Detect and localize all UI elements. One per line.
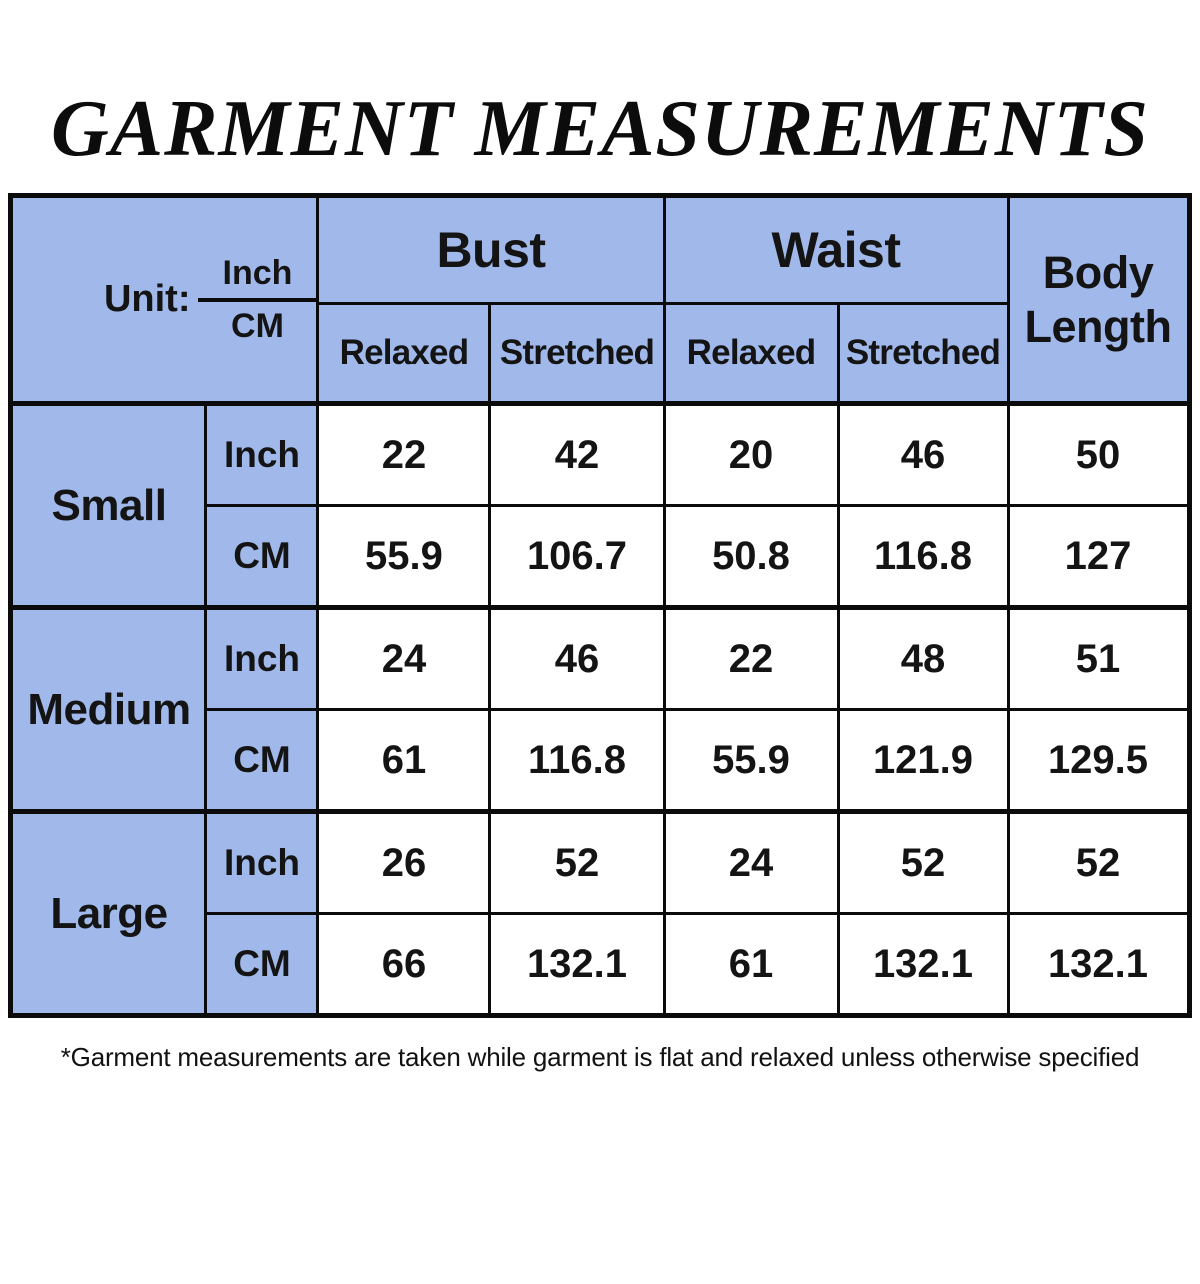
- header-waist-relaxed: Relaxed: [664, 304, 838, 404]
- cell-large-inch-waist-stretched: 52: [838, 812, 1008, 914]
- cell-small-inch-bust-relaxed: 22: [318, 404, 490, 506]
- header-row-groups: [11, 196, 1189, 304]
- row-medium-inch: [11, 608, 1189, 710]
- measurement-footnote: *Garment measurements are taken while garment is flat and relaxed unless otherwise specified: [60, 1042, 1140, 1072]
- unit-inch-cm-fraction: [198, 254, 316, 346]
- unit-label: Unit:: [103, 278, 191, 320]
- unit-label-small-inch: Inch: [206, 404, 318, 506]
- header-bust-stretched: Stretched: [490, 304, 664, 404]
- cell-large-cm-bust-relaxed: 66: [318, 914, 490, 1016]
- cell-medium-inch-waist-relaxed: 22: [664, 608, 838, 710]
- cell-large-cm-body-length: 132.1: [1008, 914, 1189, 1016]
- cell-small-inch-waist-stretched: 46: [838, 404, 1008, 506]
- cell-small-cm-body-length: 127: [1008, 506, 1189, 608]
- row-large-inch: [11, 812, 1189, 914]
- unit-label-large-inch: Inch: [206, 812, 318, 914]
- header-bust: Bust: [318, 196, 664, 304]
- cell-large-inch-bust-relaxed: 26: [318, 812, 490, 914]
- cell-medium-cm-waist-stretched: 121.9: [838, 710, 1008, 812]
- unit-label-medium-inch: Inch: [206, 608, 318, 710]
- header-body-length: Body Length: [1008, 196, 1189, 404]
- unit-fraction: [13, 254, 316, 346]
- cell-large-inch-body-length: 52: [1008, 812, 1189, 914]
- unit-cm-label: CM: [231, 306, 284, 345]
- cell-small-inch-body-length: 50: [1008, 404, 1189, 506]
- cell-small-cm-waist-relaxed: 50.8: [664, 506, 838, 608]
- cell-large-inch-waist-relaxed: 24: [664, 812, 838, 914]
- cell-small-inch-waist-relaxed: 20: [664, 404, 838, 506]
- header-waist-stretched: Stretched: [838, 304, 1008, 404]
- cell-medium-inch-waist-stretched: 48: [838, 608, 1008, 710]
- size-label-medium: Medium: [11, 608, 206, 812]
- cell-medium-inch-bust-relaxed: 24: [318, 608, 490, 710]
- cell-medium-inch-bust-stretched: 46: [490, 608, 664, 710]
- cell-large-inch-bust-stretched: 52: [490, 812, 664, 914]
- size-label-small: Small: [11, 404, 206, 608]
- cell-small-inch-bust-stretched: 42: [490, 404, 664, 506]
- unit-header-cell: [11, 196, 318, 404]
- header-bust-relaxed: Relaxed: [318, 304, 490, 404]
- row-small-inch: [11, 404, 1189, 506]
- cell-medium-cm-bust-stretched: 116.8: [490, 710, 664, 812]
- unit-inch-label: Inch: [198, 254, 316, 302]
- cell-medium-cm-bust-relaxed: 61: [318, 710, 490, 812]
- cell-medium-inch-body-length: 51: [1008, 608, 1189, 710]
- header-waist: Waist: [664, 196, 1008, 304]
- cell-large-cm-waist-relaxed: 61: [664, 914, 838, 1016]
- cell-small-cm-bust-relaxed: 55.9: [318, 506, 490, 608]
- page-title: GARMENT MEASUREMENTS: [50, 85, 1150, 173]
- unit-label-small-cm: CM: [206, 506, 318, 608]
- cell-small-cm-bust-stretched: 106.7: [490, 506, 664, 608]
- unit-label-medium-cm: CM: [206, 710, 318, 812]
- cell-large-cm-bust-stretched: 132.1: [490, 914, 664, 1016]
- unit-label-large-cm: CM: [206, 914, 318, 1016]
- cell-medium-cm-body-length: 129.5: [1008, 710, 1189, 812]
- cell-medium-cm-waist-relaxed: 55.9: [664, 710, 838, 812]
- garment-measurements-table: [8, 193, 1191, 1018]
- size-label-large: Large: [11, 812, 206, 1016]
- cell-large-cm-waist-stretched: 132.1: [838, 914, 1008, 1016]
- cell-small-cm-waist-stretched: 116.8: [838, 506, 1008, 608]
